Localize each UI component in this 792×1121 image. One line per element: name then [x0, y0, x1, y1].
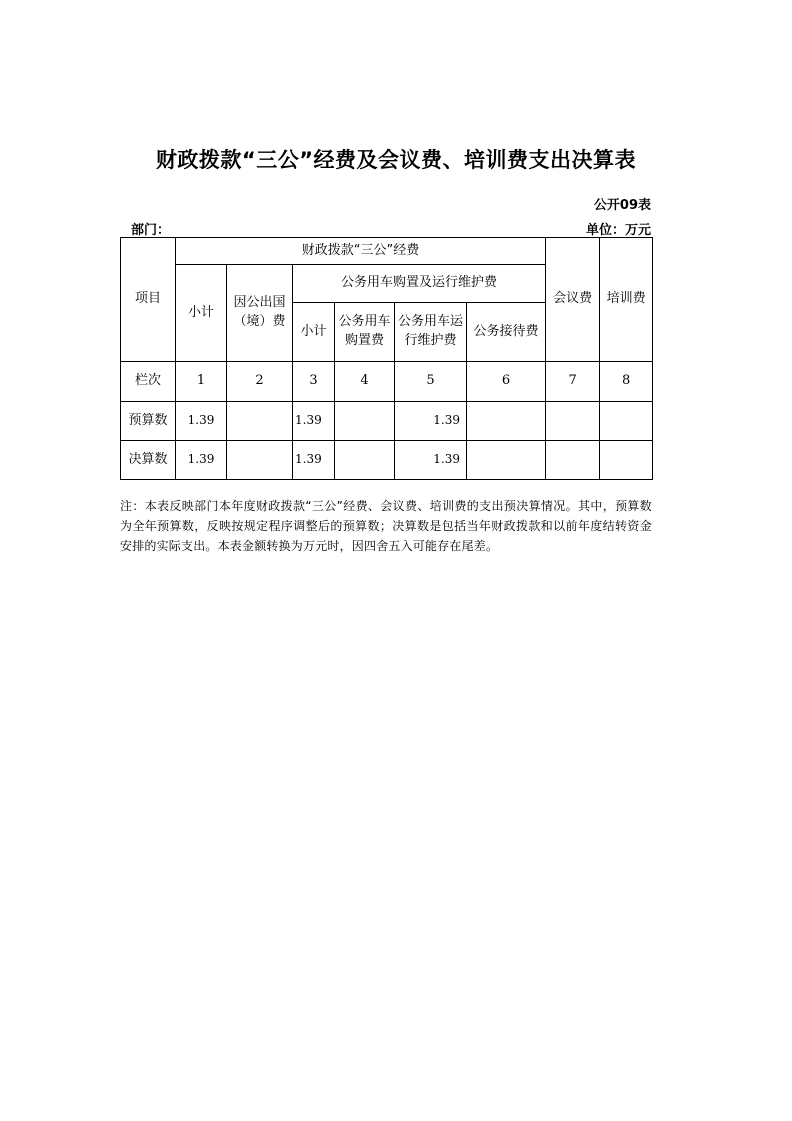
header-vehicle-operation-line-1: 公务用车运 — [397, 314, 463, 330]
table-cell — [600, 441, 653, 480]
column-number-cell: 8 — [600, 362, 653, 402]
header-vehicle-group: 公务用车购置及运行维护费 — [293, 265, 546, 303]
header-training: 培训费 — [600, 238, 653, 362]
header-subtotal: 小计 — [176, 265, 227, 362]
table-cell — [227, 441, 293, 480]
table-row-final — [121, 441, 653, 480]
header-abroad — [227, 265, 293, 362]
table-cell — [335, 402, 395, 441]
header-three-public: 财政拨款“三公”经费 — [176, 238, 546, 265]
column-number-cell: 6 — [467, 362, 546, 402]
department-label: 部门： — [131, 223, 171, 238]
column-number-cell: 3 — [293, 362, 335, 402]
column-number-cell: 2 — [227, 362, 293, 402]
column-number-cell: 1 — [176, 362, 227, 402]
column-number-cell: 7 — [546, 362, 600, 402]
header-abroad-line-2: （境）费 — [233, 314, 286, 329]
header-row-1 — [121, 238, 653, 265]
row-label: 预算数 — [121, 402, 176, 441]
unit-label: 单位：万元 — [585, 223, 651, 238]
header-meeting: 会议费 — [546, 238, 600, 362]
page-title: 财政拨款“三公”经费及会议费、培训费支出决算表 — [155, 148, 637, 172]
table-cell — [335, 441, 395, 480]
table-cell: 1.39 — [395, 441, 467, 480]
table-cell: 1.39 — [176, 402, 227, 441]
header-vehicle-operation — [395, 303, 467, 362]
expenditure-table — [120, 237, 653, 480]
header-vehicle-subtotal: 小计 — [293, 303, 335, 362]
table-cell — [546, 402, 600, 441]
column-number-label: 栏次 — [121, 362, 176, 402]
header-reception: 公务接待费 — [467, 303, 546, 362]
table-cell: 1.39 — [293, 402, 335, 441]
column-number-cell: 4 — [335, 362, 395, 402]
column-number-row — [121, 362, 653, 402]
table-cell — [600, 402, 653, 441]
row-label: 决算数 — [121, 441, 176, 480]
table-row-budget — [121, 402, 653, 441]
table-cell: 1.39 — [176, 441, 227, 480]
header-item: 项目 — [121, 238, 176, 362]
table-cell — [546, 441, 600, 480]
header-abroad-line-1: 因公出国 — [233, 295, 286, 311]
table-cell — [467, 441, 546, 480]
table-cell — [227, 402, 293, 441]
header-vehicle-purchase-line-2: 购置费 — [344, 333, 384, 348]
column-number-cell: 5 — [395, 362, 467, 402]
header-vehicle-purchase-line-1: 公务用车 — [338, 314, 391, 330]
footnote: 注：本表反映部门本年度财政拨款“三公”经费、会议费、培训费的支出预决算情况。其中，预算数为全年预算数，反映按规定程序调整后的预算数；决算数是包括当年财政拨款和以前年度结转资金安排的实际支出。本表金额转换为万元时，因四舍五入可能存在尾差。 — [120, 499, 652, 553]
table-cell — [467, 402, 546, 441]
header-vehicle-operation-line-2: 行维护费 — [404, 333, 457, 348]
form-number: 公开09表 — [593, 198, 651, 213]
table-cell: 1.39 — [293, 441, 335, 480]
header-vehicle-purchase — [335, 303, 395, 362]
table-cell: 1.39 — [395, 402, 467, 441]
